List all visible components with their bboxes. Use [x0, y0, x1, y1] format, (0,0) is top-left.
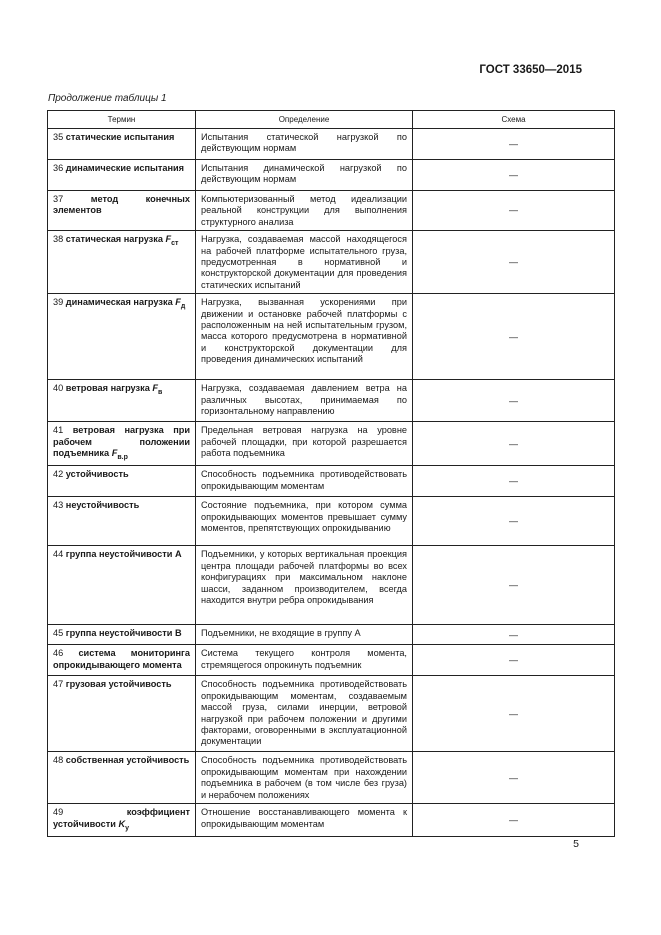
term-cell: [48, 380, 196, 422]
term-cell: [48, 294, 196, 380]
term-number: 46: [53, 648, 64, 659]
term-cell: [48, 645, 196, 676]
term-text: ветровая нагрузка при рабочем положении подъемника: [53, 425, 190, 459]
term-text: динамическая нагрузка: [65, 297, 176, 308]
term-name: [65, 383, 163, 397]
scheme-cell: —: [413, 129, 615, 160]
term-cell: [48, 676, 196, 752]
scheme-cell: —: [413, 752, 615, 804]
definition-cell: Подъемники, не входящие в группу А: [196, 625, 413, 645]
term-name: собственная устойчивость: [65, 755, 190, 766]
definition-cell: Испытания динамической нагрузкой по действующим нормам: [196, 160, 413, 191]
term-cell: [48, 752, 196, 804]
term-subscript: ст: [171, 240, 179, 248]
term-name: группа неустойчивости В: [65, 628, 182, 639]
term-number: 36: [53, 163, 64, 173]
scheme-cell: —: [413, 231, 615, 294]
term-subscript: д: [180, 303, 186, 311]
scheme-cell: —: [413, 546, 615, 625]
column-header-scheme: Схема: [413, 111, 615, 129]
table-row: [48, 497, 615, 546]
table-row: [48, 380, 615, 422]
term-subscript: у: [125, 824, 129, 832]
column-header-definition: Определение: [196, 111, 413, 129]
definition-cell: Нагрузка, создаваемая давлением ветра на различных высотах, принимаемая по горизонтальному направлению: [196, 380, 413, 422]
term-cell: [48, 191, 196, 231]
term-number: 47: [53, 679, 64, 690]
standard-number: ГОСТ 33650—2015: [479, 64, 582, 76]
term-cell: [48, 231, 196, 294]
term-name: система мониторинга опрокидывающего момента: [53, 648, 190, 670]
table-row: [48, 546, 615, 625]
table-row: [48, 294, 615, 380]
term-number: 49: [53, 807, 64, 818]
term-subscript: в.р: [117, 453, 128, 461]
term-name: статические испытания: [65, 132, 175, 142]
table-row: [48, 676, 615, 752]
definition-cell: Способность подъемника противодействовать опрокидывающим моментам при нахождении подъемника в рабочем (в том числе без груза) и нерабочем положениях: [196, 752, 413, 804]
column-header-term: Термин: [48, 111, 196, 129]
term-number: 39: [53, 297, 64, 308]
term-text: статическая нагрузка: [65, 234, 166, 245]
definition-cell: Способность подъемника противодействовать опрокидывающим моментам, создаваемым массой груза, силами инерции, ветровой нагрузкой при рабочем положении и другими факторами, оговоренными в эксплуатационной документации: [196, 676, 413, 752]
scheme-cell: —: [413, 676, 615, 752]
term-symbol: F: [175, 297, 181, 308]
definition-cell: Подъемники, у которых вертикальная проекция центра площади рабочей платформы во всех конфигурациях при максимальном наклоне шасси, заданном производителем, всегда находится внутри ребра опрокидывания: [196, 546, 413, 625]
definition-cell: Способность подъемника противодействовать опрокидывающим моментам: [196, 466, 413, 497]
table-row: [48, 645, 615, 676]
term-name: грузовая устойчивость: [65, 679, 172, 690]
term-cell: [48, 804, 196, 837]
term-cell: [48, 497, 196, 546]
scheme-cell: —: [413, 191, 615, 231]
scheme-cell: —: [413, 466, 615, 497]
term-number: 48: [53, 755, 64, 766]
term-number: 37: [53, 194, 64, 204]
term-name: [53, 807, 190, 832]
term-number: 41: [53, 425, 64, 436]
table-row: [48, 160, 615, 191]
scheme-cell: —: [413, 294, 615, 380]
term-number: 45: [53, 628, 64, 639]
term-name: [65, 234, 179, 248]
scheme-cell: —: [413, 422, 615, 466]
term-name: динамические испытания: [65, 163, 185, 173]
definition-cell: Испытания статической нагрузкой по действующим нормам: [196, 129, 413, 160]
definition-cell: Состояние подъемника, при котором сумма опрокидывающих моментов превышает сумму моментов, препятствующих опрокидыванию: [196, 497, 413, 546]
table-continuation-caption: Продолжение таблицы 1: [48, 93, 167, 104]
scheme-cell: —: [413, 625, 615, 645]
terms-table: [47, 110, 615, 837]
term-number: 42: [53, 469, 64, 480]
term-cell: [48, 466, 196, 497]
term-name: [65, 297, 186, 311]
term-name: метод конечных элементов: [53, 194, 190, 216]
definition-cell: Отношение восстанавливающего момента к опрокидывающим моментам: [196, 804, 413, 837]
term-cell: [48, 129, 196, 160]
term-text: ветровая нагрузка: [65, 383, 153, 394]
definition-cell: Нагрузка, вызванная ускорениями при движении и остановке рабочей платформы с расположенным на ней испытательным грузом, масса которого предусмотрена в нормативной и конструкторской документации для проведения динамических испытаний: [196, 294, 413, 380]
term-name: неустойчивость: [65, 500, 140, 511]
term-cell: [48, 160, 196, 191]
definition-cell: Предельная ветровая нагрузка на уровне рабочей площадки, при которой разрешается работа подъемника: [196, 422, 413, 466]
table-row: [48, 752, 615, 804]
term-number: 38: [53, 234, 64, 245]
term-cell: [48, 625, 196, 645]
table-row: [48, 625, 615, 645]
definition-cell: Система текущего контроля момента, стремящегося опрокинуть подъемник: [196, 645, 413, 676]
term-name: группа неустойчивости А: [65, 549, 182, 560]
table-row: [48, 466, 615, 497]
term-name: устойчивость: [65, 469, 129, 480]
term-text: коэффициент устойчивости: [53, 807, 190, 829]
term-symbol: F: [152, 383, 159, 394]
definition-cell: Нагрузка, создаваемая массой находящегося на рабочей платформе испытательного груза, предусмотренная в нормативной и конструкторской документации для проведения статических испытаний: [196, 231, 413, 294]
term-number: 44: [53, 549, 64, 560]
scheme-cell: —: [413, 645, 615, 676]
term-number: 40: [53, 383, 64, 394]
table-header-row: [48, 111, 615, 129]
term-number: 43: [53, 500, 64, 511]
scheme-cell: —: [413, 380, 615, 422]
term-cell: [48, 422, 196, 466]
table-row: [48, 129, 615, 160]
term-cell: [48, 546, 196, 625]
term-symbol: K: [118, 818, 126, 829]
scheme-cell: —: [413, 160, 615, 191]
term-name: [53, 425, 190, 461]
term-number: 35: [53, 132, 64, 142]
term-symbol: F: [111, 448, 118, 459]
scheme-cell: —: [413, 497, 615, 546]
table-row: [48, 231, 615, 294]
table-row: [48, 804, 615, 837]
table-row: [48, 422, 615, 466]
table-row: [48, 191, 615, 231]
scheme-cell: —: [413, 804, 615, 837]
page-number: 5: [573, 838, 579, 850]
term-symbol: F: [165, 234, 172, 245]
definition-cell: Компьютеризованный метод идеализации реальной конструкции для выполнения структурного анализа: [196, 191, 413, 231]
term-subscript: в: [158, 389, 163, 397]
